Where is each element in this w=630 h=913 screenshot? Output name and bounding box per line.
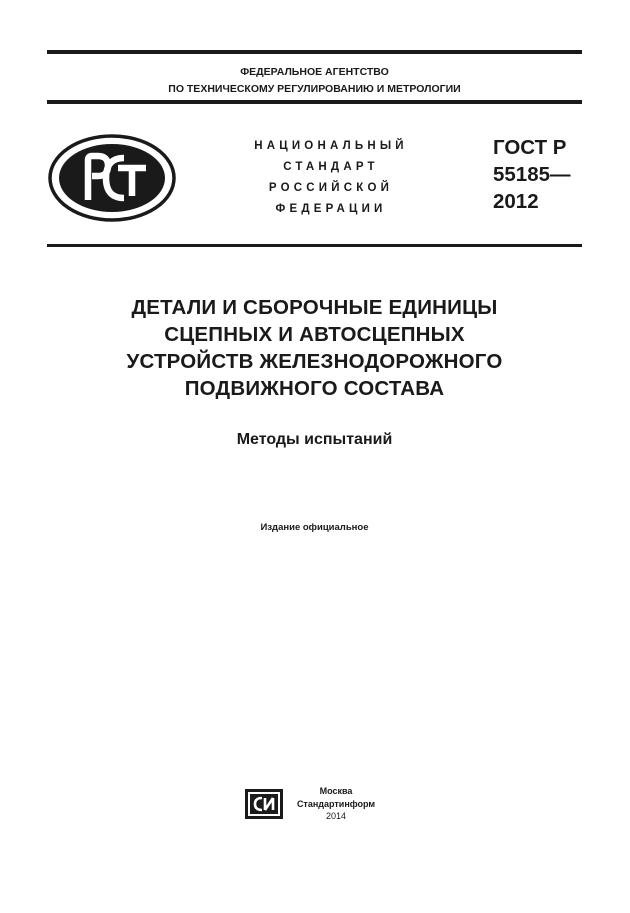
top-rule <box>47 50 582 54</box>
national-line-2: СТАНДАРТ <box>283 161 379 173</box>
title-line-1: ДЕТАЛИ И СБОРОЧНЫЕ ЕДИНИЦЫ <box>131 296 498 319</box>
standard-line-3: 2012 <box>493 190 539 213</box>
agency-rule <box>47 100 582 104</box>
title-line-2: СЦЕПНЫХ И АВТОСЦЕПНЫХ <box>164 323 465 346</box>
agency-header <box>47 64 582 98</box>
agency-line-1: ФЕДЕРАЛЬНОЕ АГЕНТСТВО <box>240 66 389 78</box>
national-line-3: РОССИЙСКОЙ <box>268 182 394 194</box>
national-line-1: НАЦИОНАЛЬНЫЙ <box>254 140 408 152</box>
title-line-4: ПОДВИЖНОГО СОСТАВА <box>184 377 445 400</box>
document-title <box>47 294 582 402</box>
rst-mark-icon <box>48 134 176 222</box>
edition-label: Издание официальное <box>260 522 369 533</box>
national-standard-label <box>232 136 430 220</box>
national-line-4: ФЕДЕРАЦИИ <box>275 203 387 215</box>
standard-number <box>493 134 571 215</box>
agency-line-2: ПО ТЕХНИЧЕСКОМУ РЕГУЛИРОВАНИЮ И МЕТРОЛОГИИ <box>168 83 461 95</box>
publisher-name: Стандартинформ <box>296 798 376 809</box>
standartinform-logo-icon <box>245 789 283 819</box>
header-bottom-rule <box>47 244 582 247</box>
publisher-city: Москва <box>319 786 353 796</box>
publisher-info <box>293 785 379 823</box>
document-subtitle: Методы испытаний <box>236 431 393 448</box>
standard-line-2: 55185— <box>493 163 571 186</box>
standard-line-1: ГОСТ Р <box>493 136 567 159</box>
publisher-year: 2014 <box>325 811 347 821</box>
title-line-3: УСТРОЙСТВ ЖЕЛЕЗНОДОРОЖНОГО <box>126 350 503 373</box>
